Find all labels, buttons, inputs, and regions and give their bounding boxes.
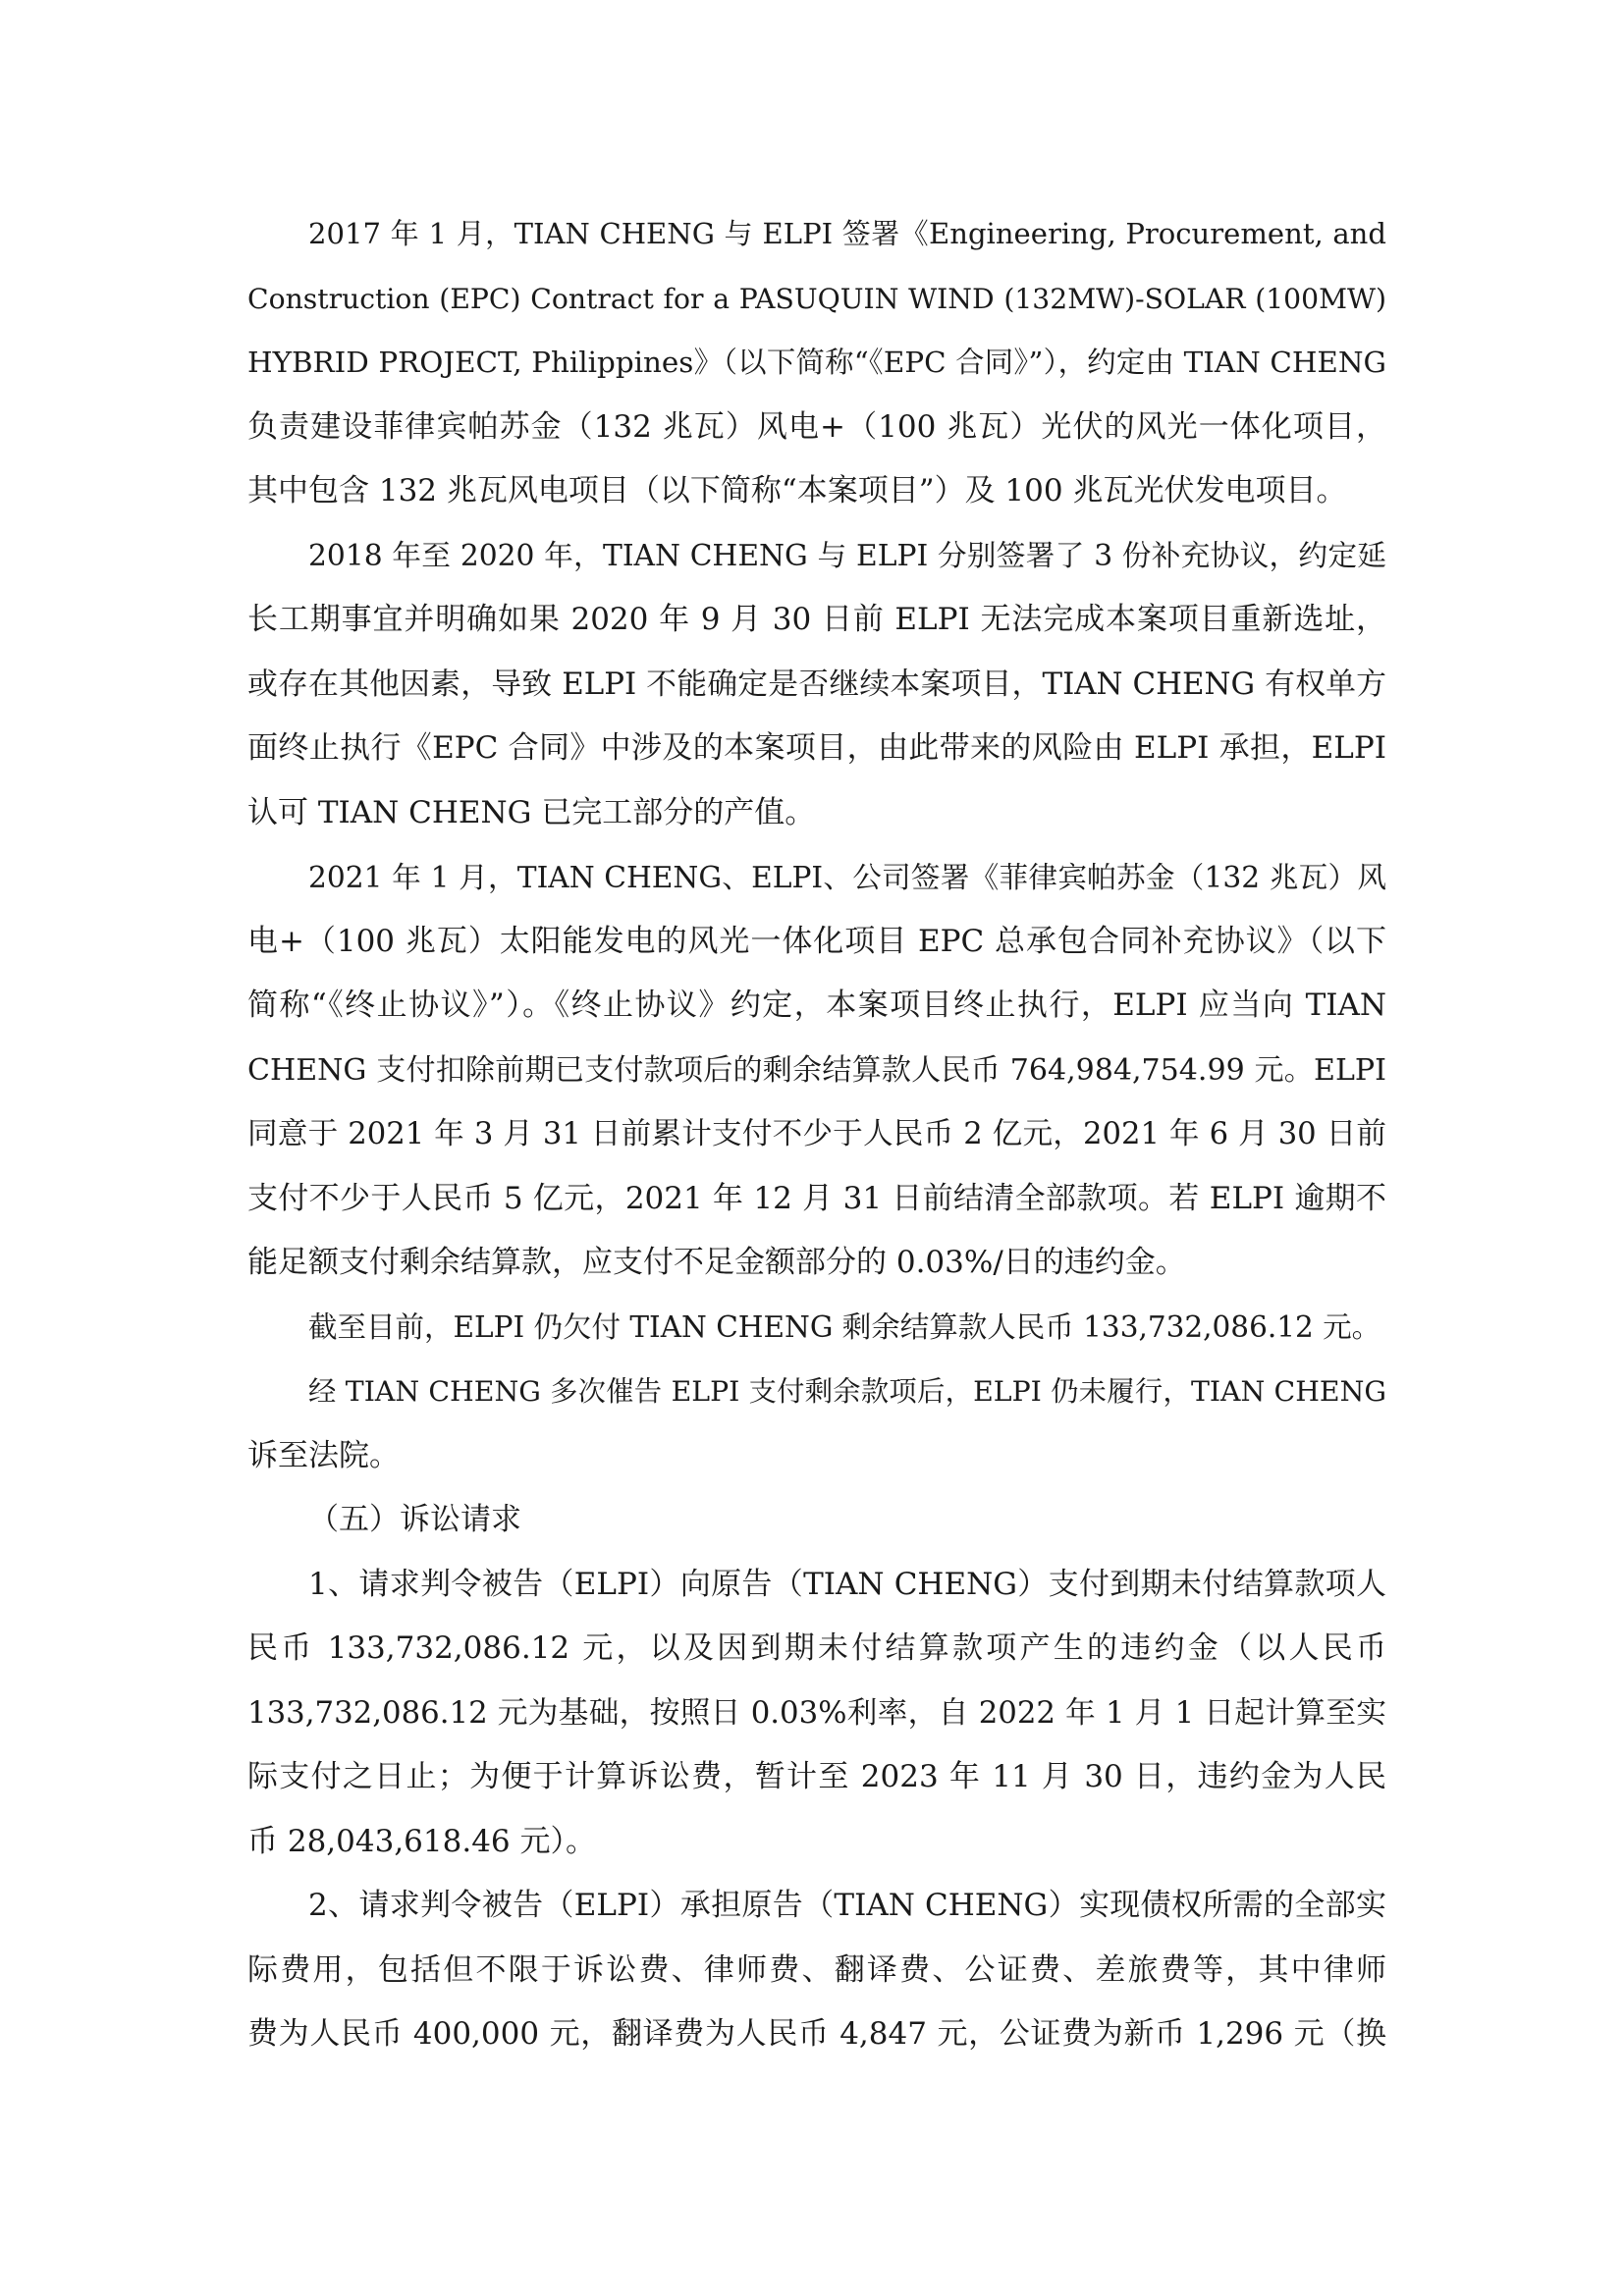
claim-1-line-4: 际支付之日止；为便于计算诉讼费，暂计至 2023 年 11 月 30 日，违约金为人民 — [247, 1759, 1386, 1794]
claim-1-line-3: 133,732,086.12 元为基础，按照日 0.03%利率，自 2022 年 1 月 1 日起计算至实 — [247, 1694, 1386, 1731]
paragraph-2-line-4: 面终止执行《EPC 合同》中涉及的本案项目，由此带来的风险由 ELPI 承担，ELPI — [247, 730, 1386, 766]
section-heading-litigation-claims: （五）诉讼请求 — [308, 1502, 521, 1537]
claim-2-line-1: 2、请求判令被告（ELPI）承担原告（TIAN CHENG）实现债权所需的全部实 — [308, 1888, 1386, 1923]
paragraph-3-line-4: CHENG 支付扣除前期已支付款项后的剩余结算款人民币 764,984,754.99 元。ELPI — [247, 1052, 1386, 1088]
claim-2-line-3: 费为人民币 400,000 元，翻译费为人民币 4,847 元，公证费为新币 1,296 元（换 — [247, 2016, 1386, 2052]
paragraph-1-line-4: 负责建设菲律宾帕苏金（132 兆瓦）风电+（100 兆瓦）光伏的风光一体化项目， — [247, 408, 1386, 445]
paragraph-2-line-2: 长工期事宜并明确如果 2020 年 9 月 30 日前 ELPI 无法完成本案项目重新选址， — [247, 602, 1386, 637]
claim-1-line-2: 民币 133,732,086.12 元，以及因到期未付结算款项产生的违约金（以人民币 — [247, 1630, 1386, 1666]
paragraph-1-line-1: 2017 年 1 月，TIAN CHENG 与 ELPI 签署《Engineering, Procurement, and — [308, 217, 1386, 250]
paragraph-5-line-1: 经 TIAN CHENG 多次催告 ELPI 支付剩余款项后，ELPI 仍未履行，TIAN CHENG — [308, 1375, 1386, 1408]
paragraph-2-line-5: 认可 TIAN CHENG 已完工部分的产值。 — [247, 794, 816, 830]
paragraph-3-line-5: 同意于 2021 年 3 月 31 日前累计支付不少于人民币 2 亿元，2021 年 6 月 30 日前 — [247, 1117, 1386, 1151]
claim-1-line-5: 币 28,043,618.46 元）。 — [247, 1823, 597, 1859]
document-body — [247, 202, 1386, 2067]
paragraph-2-line-1: 2018 年至 2020 年，TIAN CHENG 与 ELPI 分别签署了 3 份补充协议，约定延 — [308, 538, 1386, 573]
paragraph-3-line-7: 能足额支付剩余结算款，应支付不足金额部分的 0.03%/日的违约金。 — [247, 1245, 1186, 1280]
paragraph-2-line-3: 或存在其他因素，导致 ELPI 不能确定是否继续本案项目，TIAN CHENG 有权单方 — [247, 666, 1386, 702]
paragraph-5-line-2: 诉至法院。 — [247, 1437, 400, 1473]
claim-2-line-2: 际费用，包括但不限于诉讼费、律师费、翻译费、公证费、差旅费等，其中律师 — [247, 1951, 1386, 1988]
paragraph-1-line-3: HYBRID PROJECT, Philippines》（以下简称“《EPC 合同》”），约定由 TIAN CHENG — [247, 346, 1386, 379]
claim-1-line-1: 1、请求判令被告（ELPI）向原告（TIAN CHENG）支付到期未付结算款项人 — [308, 1566, 1386, 1602]
paragraph-3-line-6: 支付不少于人民币 5 亿元，2021 年 12 月 31 日前结清全部款项。若 ELPI 逾期不 — [247, 1180, 1386, 1216]
paragraph-4-line-1: 截至目前，ELPI 仍欠付 TIAN CHENG 剩余结算款人民币 133,732,086.12 元。 — [308, 1309, 1381, 1344]
paragraph-3-line-1: 2021 年 1 月，TIAN CHENG、ELPI、公司签署《菲律宾帕苏金（132 兆瓦）风 — [308, 860, 1386, 894]
paragraph-1-line-5: 其中包含 132 兆瓦风电项目（以下简称“本案项目”）及 100 兆瓦光伏发电项目。 — [247, 473, 1347, 508]
paragraph-1-line-2: Construction (EPC) Contract for a PASUQUIN WIND (132MW)-SOLAR (100MW) — [247, 282, 1386, 315]
paragraph-3-line-2: 电+（100 兆瓦）太阳能发电的风光一体化项目 EPC 总承包合同补充协议》（以下 — [247, 923, 1386, 959]
paragraph-3-line-3: 简称“《终止协议》”）。《终止协议》约定，本案项目终止执行，ELPI 应当向 TIAN — [247, 988, 1386, 1023]
